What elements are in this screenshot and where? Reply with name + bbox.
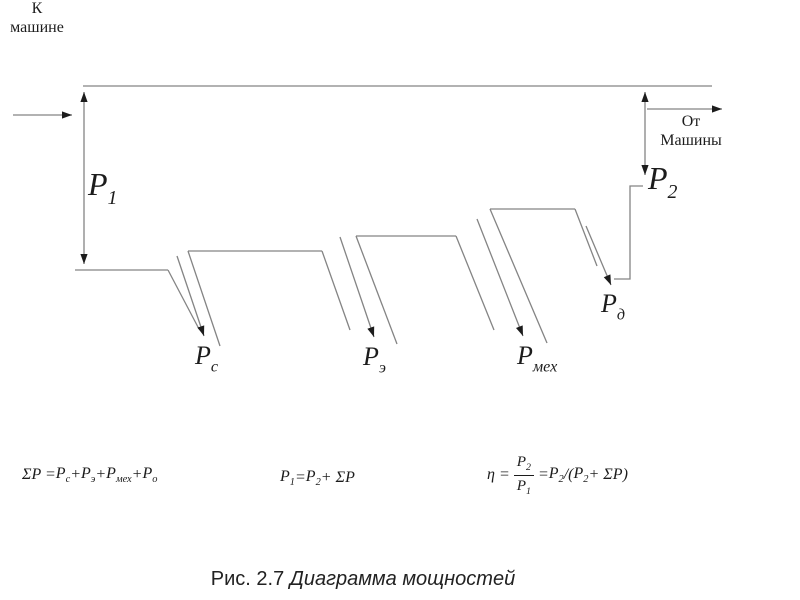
pd-loss-label [601,289,626,324]
arrowhead [604,274,611,285]
pd-sub: д [616,306,626,324]
caption-number: Рис. 2.7 [210,568,290,590]
pd-base: P [601,289,617,318]
arrowhead [367,326,374,337]
output-band-line [614,186,643,279]
p1-base: P [88,166,108,202]
pe-base: P [363,342,379,371]
output-flow-label-line2: Машины [660,131,722,149]
arrowhead [712,105,722,112]
figure-caption [211,568,515,591]
branch-pmech-left [456,236,494,330]
pe-loss-label [363,342,386,377]
pmech-loss-label [517,341,558,376]
pe-sub: э [378,359,386,377]
input-flow-label [0,0,74,38]
p2-sub: 2 [667,180,678,203]
arrowhead [80,92,87,102]
formula-efficiency: η = $\frac{P_2}{P_1}$ = $P_2$ /( $P_2$ + ΣP) [487,453,628,497]
pmech-base: P [517,341,533,370]
caption-title: Диаграмма мощностей [289,568,516,590]
p2-label [648,160,678,203]
formula-sum-of-losses: ΣP = $P_с$ + $P_э$ + $P_{мех}$ + $P_о$ [22,464,158,486]
pc-sub: с [210,358,219,376]
input-flow-label-line2: машине [10,18,64,36]
output-flow-label-line1: От [681,113,701,130]
branch-pe-right [356,236,397,344]
arrowhead [80,254,87,264]
p1-sub: 1 [107,186,118,209]
arrowhead [641,92,648,102]
branch-pe-arrow [340,237,374,337]
arrowhead [62,111,72,118]
output-flow-label [648,113,734,151]
arrowhead [516,325,523,336]
pc-loss-label [195,341,219,376]
branch-pd-left [575,209,597,266]
pmech-sub: мех [532,358,558,376]
branch-pmech-arrow [477,219,523,336]
formula-power-balance: $P_1$ = $P_2$ + ΣP [280,467,355,489]
p1-label [88,166,118,209]
pc-base: P [195,341,211,370]
p2-base: P [648,160,668,196]
input-flow-label-line1: К [31,0,43,17]
branch-pe-left [322,251,350,330]
branch-pc-left [168,270,199,329]
